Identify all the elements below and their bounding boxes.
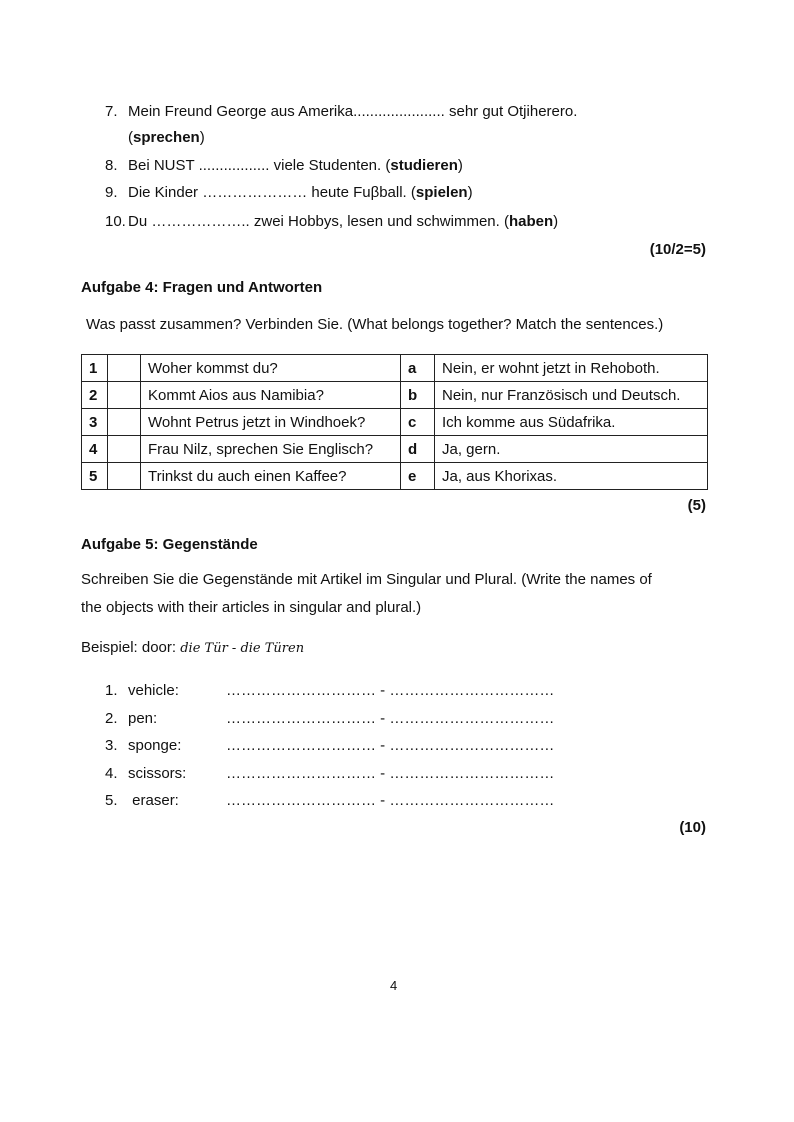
answer-blank[interactable]: ...................... <box>353 103 445 120</box>
answer-cell[interactable] <box>108 436 141 463</box>
sentence-10: 10. Du ……………….. zwei Hobbys, lesen und schwimmen. (haben) <box>105 213 559 230</box>
question: Trinkst du auch einen Kaffee? <box>141 463 401 490</box>
answer-cell[interactable] <box>108 382 141 409</box>
verb: studieren <box>390 157 458 174</box>
table-row <box>82 355 708 382</box>
instruction-exercise-5-line-2: the objects with their articles in singular and plural.) <box>81 599 422 616</box>
answer-letter: d <box>401 436 435 463</box>
answer-letter: c <box>401 409 435 436</box>
heading-exercise-4: Aufgabe 4: Fragen und Antworten <box>81 279 323 296</box>
separator: - <box>380 682 386 699</box>
item-number: 4. <box>105 765 118 782</box>
answer-cell[interactable] <box>108 409 141 436</box>
question: Kommt Aios aus Namibia? <box>141 382 401 409</box>
question-number: 1 <box>82 355 108 382</box>
question-number: 2 <box>82 382 108 409</box>
object-item <box>105 765 554 783</box>
instruction-exercise-5-line-1: Schreiben Sie die Gegenstände mit Artikel im Singular und Plural. (Write the names of <box>81 571 652 588</box>
question-number: 5 <box>82 463 108 490</box>
plural-blank[interactable]: …………………………… <box>389 682 555 699</box>
table-row <box>82 409 708 436</box>
item-number: 2. <box>105 710 118 727</box>
object-item <box>105 737 554 755</box>
verb: haben <box>508 213 554 230</box>
matching-table <box>81 354 708 490</box>
sentence-text: viele Studenten. <box>269 157 386 174</box>
question-number: 4 <box>82 436 108 463</box>
answer-blank[interactable]: ……………….. <box>151 213 250 230</box>
sentence-text: Die Kinder <box>128 184 203 201</box>
item-number: 1. <box>105 682 118 699</box>
object-word: eraser: <box>128 792 179 809</box>
answer-cell[interactable] <box>108 355 141 382</box>
answer: Ja, gern. <box>435 436 708 463</box>
item-number: 8. <box>105 157 118 174</box>
plural-blank[interactable]: …………………………… <box>389 765 555 782</box>
answer-blank[interactable]: ………………… <box>202 184 308 201</box>
item-number: 5. <box>105 792 118 809</box>
separator: - <box>380 765 386 782</box>
sentence-text: sehr gut Otjiherero. <box>444 103 578 120</box>
answer-letter: b <box>401 382 435 409</box>
object-item <box>105 710 554 728</box>
sentence-text: heute Fuβball. <box>307 184 411 201</box>
question: Wohnt Petrus jetzt in Windhoek? <box>141 409 401 436</box>
singular-blank[interactable]: ………………………… <box>226 682 376 699</box>
score-exercise-3: (10/2=5) <box>649 241 706 258</box>
verb: sprechen <box>133 129 200 146</box>
object-item <box>105 682 554 700</box>
answer: Nein, nur Französisch und Deutsch. <box>435 382 708 409</box>
heading-exercise-5: Aufgabe 5: Gegenstände <box>81 536 258 553</box>
answer: Ich komme aus Südafrika. <box>435 409 708 436</box>
object-item <box>105 792 554 810</box>
object-word: sponge: <box>128 737 182 754</box>
singular-blank[interactable]: ………………………… <box>226 792 376 809</box>
sentence-text: Du <box>128 213 152 230</box>
item-number: 9. <box>105 184 118 201</box>
plural-blank[interactable]: …………………………… <box>389 737 555 754</box>
table-row <box>82 436 708 463</box>
score-exercise-4: (5) <box>687 497 706 514</box>
instruction-exercise-4: Was passt zusammen? Verbinden Sie. (What belongs together? Match the sentences.) <box>86 316 664 333</box>
table-row <box>82 463 708 490</box>
plural-blank[interactable]: …………………………… <box>389 792 555 809</box>
answer-letter: e <box>401 463 435 490</box>
table-row <box>82 382 708 409</box>
sentence-7 <box>105 103 577 121</box>
separator: - <box>380 710 386 727</box>
answer-cell[interactable] <box>108 463 141 490</box>
item-number: 10. <box>105 213 126 230</box>
example-answer: die Tür - die Türen <box>180 641 305 656</box>
sentence-text: Bei NUST <box>128 157 199 174</box>
example-label: Beispiel: door: <box>81 639 181 656</box>
sentence-text: zwei Hobbys, lesen und schwimmen. <box>249 213 504 230</box>
sentence-text: Mein Freund George aus Amerika <box>128 103 354 120</box>
object-word: vehicle: <box>128 682 179 699</box>
singular-blank[interactable]: ………………………… <box>226 737 376 754</box>
object-word: pen: <box>128 710 158 727</box>
question-number: 3 <box>82 409 108 436</box>
singular-blank[interactable]: ………………………… <box>226 765 376 782</box>
sentence-9: 9. Die Kinder ………………… heute Fuβball. (spielen) <box>105 184 473 201</box>
question: Frau Nilz, sprechen Sie Englisch? <box>141 436 401 463</box>
answer-blank[interactable]: ................. <box>198 157 270 174</box>
item-number: 3. <box>105 737 118 754</box>
example <box>81 639 304 658</box>
answer: Nein, er wohnt jetzt in Rehoboth. <box>435 355 708 382</box>
answer-letter: a <box>401 355 435 382</box>
answer: Ja, aus Khorixas. <box>435 463 708 490</box>
singular-blank[interactable]: ………………………… <box>226 710 376 727</box>
item-number: 7. <box>105 103 118 120</box>
score-exercise-5: (10) <box>679 819 706 836</box>
page-number: 4 <box>390 978 398 993</box>
question: Woher kommst du? <box>141 355 401 382</box>
verb: spielen <box>415 184 468 201</box>
plural-blank[interactable]: …………………………… <box>389 710 555 727</box>
object-word: scissors: <box>128 765 187 782</box>
separator: - <box>380 737 386 754</box>
verb-hint-7: (sprechen) <box>128 129 205 146</box>
separator: - <box>380 792 386 809</box>
sentence-8: 8. Bei NUST ................. viele Studenten. (studieren) <box>105 157 463 174</box>
